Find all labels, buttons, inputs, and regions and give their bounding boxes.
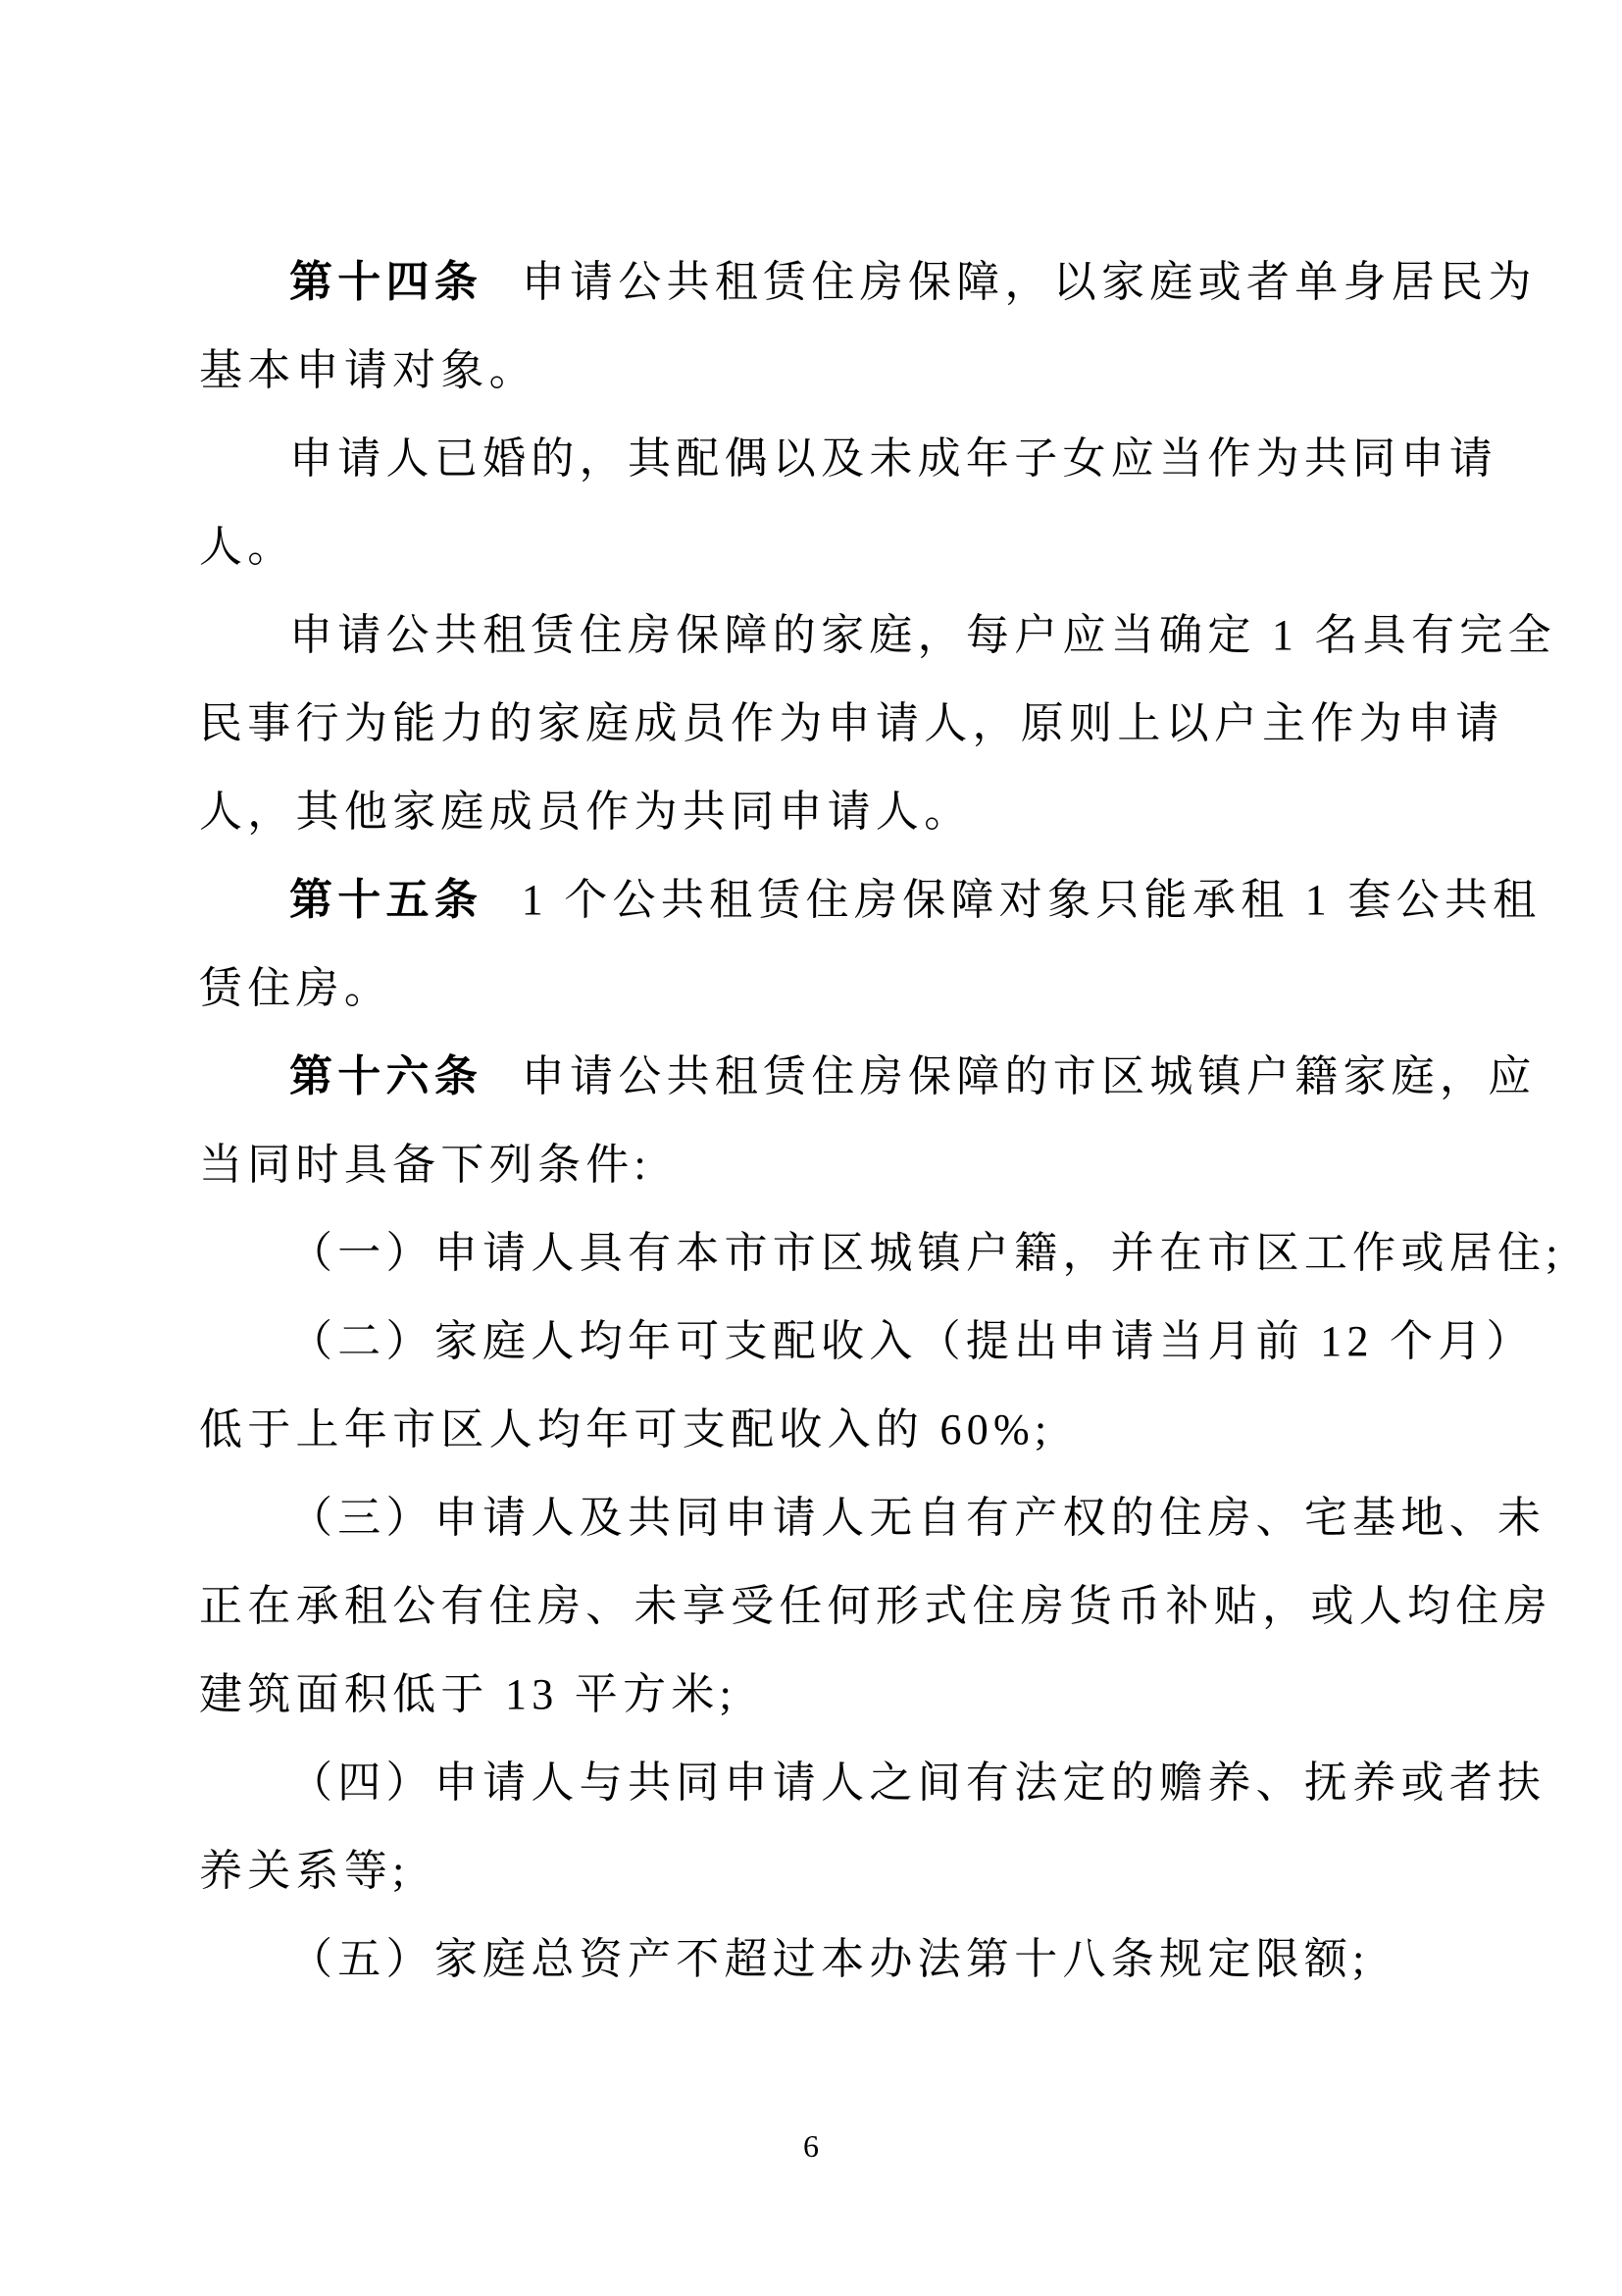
line-text: 正在承租公有住房、未享受任何形式住房货币补贴，或人均住房 (199, 1582, 1552, 1630)
paragraph-first-line (199, 1033, 1537, 1121)
paragraph-line (199, 1562, 1552, 1651)
line-text: 申请公共租赁住房保障的家庭，每户应当确定 1 名具有完全 (289, 611, 1556, 659)
paragraph-line (199, 1827, 1474, 1915)
paragraph-first-line (199, 1209, 1563, 1298)
line-text: 人。 (199, 523, 296, 571)
paragraph-line (199, 768, 1474, 856)
page-number: 6 (803, 2128, 819, 2164)
paragraph-first-line (199, 238, 1537, 327)
line-text: （二）家庭人均年可支配收入（提出申请当月前 12 个月） (289, 1317, 1535, 1365)
paragraph-first-line (199, 1915, 1474, 2004)
line-text: 人，其他家庭成员作为共同申请人。 (199, 788, 973, 836)
paragraph-first-line (199, 415, 1497, 503)
line-text: 1 个公共租赁住房保障对象只能承租 1 套公共租 (521, 876, 1542, 924)
paragraph-line (199, 1121, 1474, 1209)
line-text: （五）家庭总资产不超过本办法第十八条规定限额; (289, 1935, 1370, 1983)
paragraph-first-line (199, 1739, 1546, 1827)
line-text: （四）申请人与共同申请人之间有法定的赡养、抚养或者扶 (289, 1759, 1546, 1807)
line-text: （一）申请人具有本市市区城镇户籍，并在市区工作或居住; (289, 1229, 1563, 1277)
line-text: 赁住房。 (199, 964, 393, 1012)
paragraph-line (199, 944, 1474, 1033)
line-text: 申请公共租赁住房保障，以家庭或者单身居民为 (521, 258, 1537, 306)
line-text: 建筑面积低于 13 平方米; (199, 1670, 737, 1718)
line-text: 申请公共租赁住房保障的市区城镇户籍家庭，应 (521, 1052, 1537, 1100)
paragraph-first-line (199, 1474, 1546, 1562)
line-text: 申请人已婚的，其配偶以及未成年子女应当作为共同申请 (289, 434, 1497, 483)
paragraph-first-line (199, 856, 1542, 944)
line-text: （三）申请人及共同申请人无自有产权的住房、宅基地、未 (289, 1494, 1546, 1542)
article-number-label: 第十六条 (289, 1052, 483, 1100)
line-text: 养关系等; (199, 1847, 410, 1895)
paragraph-line (199, 1651, 1474, 1739)
article-number-label: 第十四条 (289, 258, 483, 306)
line-text: 民事行为能力的家庭成员作为申请人，原则上以户主作为申请 (199, 699, 1504, 747)
paragraph-line (199, 1386, 1474, 1474)
document-body (199, 238, 1563, 2004)
paragraph-line (199, 503, 1474, 591)
paragraph-line (199, 680, 1504, 768)
paragraph-first-line (199, 591, 1556, 680)
line-text: 低于上年市区人均年可支配收入的 60%; (199, 1405, 1052, 1454)
line-text: 当同时具备下列条件: (199, 1141, 652, 1189)
paragraph-line (199, 327, 1474, 415)
paragraph-first-line (199, 1298, 1535, 1386)
article-number-label: 第十五条 (289, 876, 483, 924)
line-text: 基本申请对象。 (199, 346, 537, 394)
